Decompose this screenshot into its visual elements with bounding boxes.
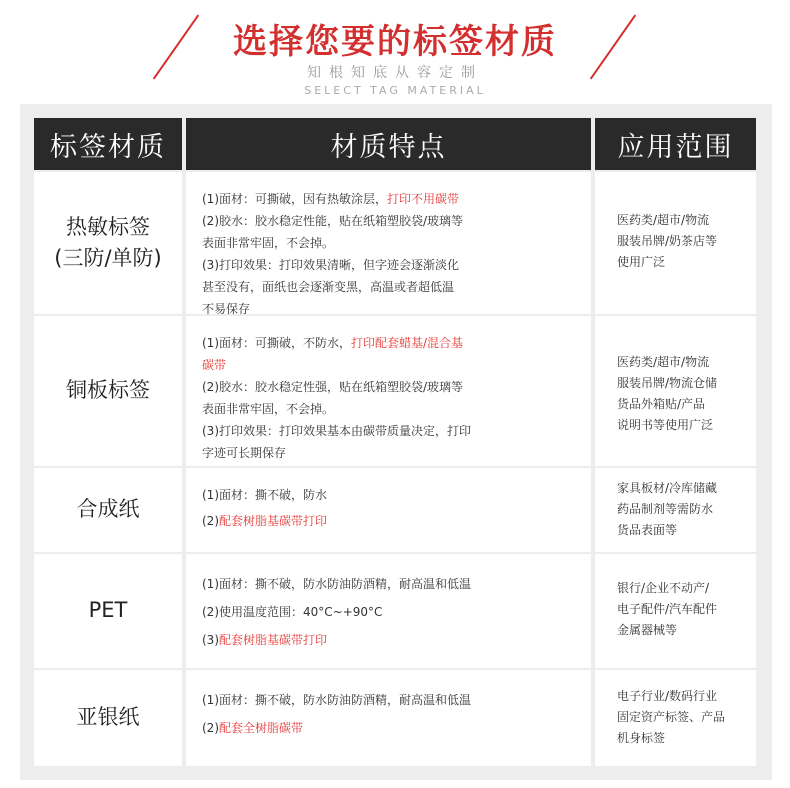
table-row xyxy=(34,670,756,766)
table-row xyxy=(34,468,756,552)
material-name xyxy=(34,172,182,314)
scope-line: 银行/企业不动产/ xyxy=(617,581,710,595)
scope-line: 医药类/超市/物流 xyxy=(617,213,710,227)
scope-line: 使用广泛 xyxy=(617,255,666,269)
material-features xyxy=(186,554,591,668)
material-name xyxy=(34,316,182,466)
material-scope xyxy=(595,554,756,668)
material-name-line: 铜板标签 xyxy=(66,378,150,403)
feature-line: 碳带 xyxy=(202,358,227,372)
feature-line: 甚至没有，面纸也会逐渐变黑，高温或者超低温 xyxy=(202,280,455,294)
feature-line: (2)配套树脂基碳带打印 xyxy=(202,514,328,528)
feature-line: (3)配套树脂基碳带打印 xyxy=(202,633,328,647)
scope-line: 固定资产标签、产品 xyxy=(617,710,726,724)
material-scope xyxy=(595,670,756,766)
material-scope xyxy=(595,316,756,466)
scope-line: 家具板材/冷库储藏 xyxy=(617,481,718,495)
scope-line: 药品制剂等需防水 xyxy=(617,502,714,516)
column-header-scope: 应用范围 xyxy=(595,118,756,170)
scope-line: 货品表面等 xyxy=(617,523,678,537)
feature-line: (1)面材：可撕破，不防水，打印配套蜡基/混合基 xyxy=(202,336,464,350)
feature-line: (2)胶水：胶水稳定性能，贴在纸箱塑胶袋/玻璃等 xyxy=(202,214,464,228)
table-row xyxy=(34,554,756,668)
table-row xyxy=(34,172,756,314)
scope-line: 电子配件/汽车配件 xyxy=(617,602,718,616)
material-scope xyxy=(595,172,756,314)
table-header-row xyxy=(34,118,756,170)
feature-line: 表面非常牢固，不会掉。 xyxy=(202,402,335,416)
feature-line: (1)面材：撕不破，防水 xyxy=(202,488,327,502)
scope-line: 服装吊牌/奶茶店等 xyxy=(617,234,718,248)
material-features xyxy=(186,468,591,552)
material-scope xyxy=(595,468,756,552)
material-name-line: (三防/单防) xyxy=(54,246,162,270)
page-header xyxy=(0,0,790,104)
feature-line: (2)配套全树脂碳带 xyxy=(202,721,304,735)
scope-line: 货品外箱贴/产品 xyxy=(617,397,706,411)
column-header-features: 材质特点 xyxy=(186,118,591,170)
feature-line: 不易保存 xyxy=(202,302,251,316)
material-name-line: 合成纸 xyxy=(76,497,140,522)
page-title: 选择您要的标签材质 xyxy=(233,22,557,62)
page-english-title: SELECT TAG MATERIAL xyxy=(304,84,486,97)
material-features xyxy=(186,670,591,766)
material-name-line: 热敏标签 xyxy=(66,214,150,239)
scope-line: 医药类/超市/物流 xyxy=(617,355,710,369)
feature-line: (3)打印效果：打印效果清晰，但字迹会逐渐淡化 xyxy=(202,258,459,272)
table-row xyxy=(34,316,756,466)
material-name-line: PET xyxy=(88,598,128,623)
feature-line: (2)使用温度范围：40°C~+90°C xyxy=(202,605,383,619)
column-header-material: 标签材质 xyxy=(34,118,182,170)
material-features xyxy=(186,172,591,314)
material-table xyxy=(34,118,756,766)
feature-line: (1)面材：可撕破，因有热敏涂层，打印不用碳带 xyxy=(202,192,460,206)
scope-line: 服装吊牌/物流仓储 xyxy=(617,376,718,390)
feature-line: (1)面材：撕不破，防水防油防酒精，耐高温和低温 xyxy=(202,693,471,707)
feature-line: (2)胶水：胶水稳定性强，贴在纸箱塑胶袋/玻璃等 xyxy=(202,380,464,394)
material-features xyxy=(186,316,591,466)
scope-line: 电子行业/数码行业 xyxy=(617,689,718,703)
feature-line: 表面非常牢固，不会掉。 xyxy=(202,236,335,250)
material-name xyxy=(34,670,182,766)
scope-line: 机身标签 xyxy=(617,731,666,745)
feature-line: (1)面材：撕不破，防水防油防酒精，耐高温和低温 xyxy=(202,577,471,591)
feature-line: 字迹可长期保存 xyxy=(202,446,287,460)
material-name xyxy=(34,554,182,668)
material-name-line: 亚银纸 xyxy=(76,705,140,730)
feature-line: (3)打印效果：打印效果基本由碳带质量决定，打印 xyxy=(202,424,471,438)
material-name xyxy=(34,468,182,552)
scope-line: 金属器械等 xyxy=(617,623,678,637)
page-subtitle: 知根知底从容定制 xyxy=(307,65,483,81)
scope-line: 说明书等使用广泛 xyxy=(617,418,714,432)
